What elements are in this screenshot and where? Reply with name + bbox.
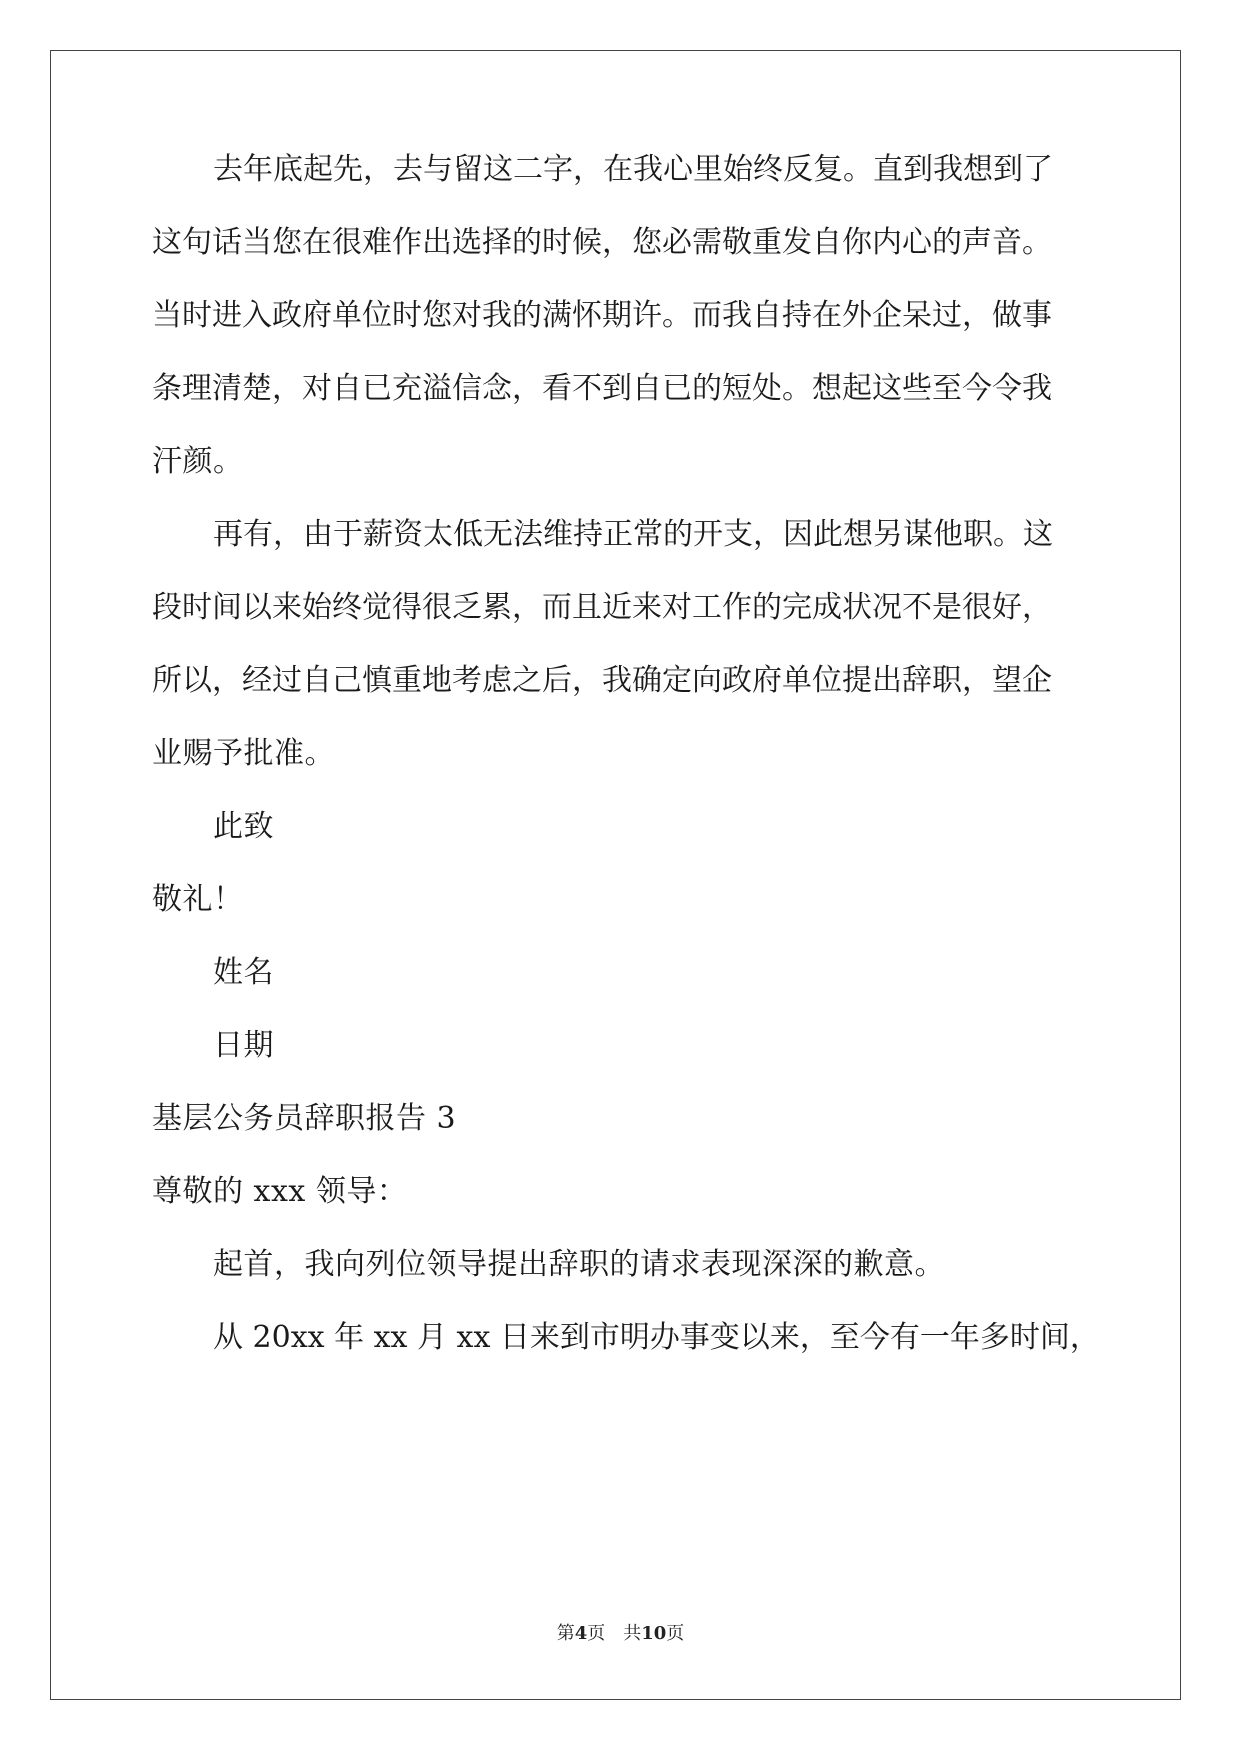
paragraph-2-line-1: 再有，由于薪资太低无法维持正常的开支，因此想另谋他职。这 bbox=[213, 517, 1053, 552]
paragraph-1-line-5: 汗颜。 bbox=[152, 444, 244, 479]
footer-page-prefix: 第 bbox=[556, 1623, 575, 1644]
paragraph-1-line-1: 去年底起先，去与留这二字，在我心里始终反复。直到我想到了 bbox=[213, 152, 1053, 187]
paragraph-2-line-3: 所以，经过自己慎重地考虑之后，我确定向政府单位提出辞职，望企 bbox=[152, 663, 1052, 698]
footer-page-suffix: 页 bbox=[587, 1623, 606, 1644]
paragraph-1-line-3: 当时进入政府单位时您对我的满怀期许。而我自持在外企呆过，做事 bbox=[152, 298, 1052, 333]
closing-salutation: 此致 bbox=[213, 809, 274, 844]
paragraph-4-line-1: 从 20xx 年 xx 月 xx 日来到市明办事变以来，至今有一年多时间， bbox=[213, 1320, 1100, 1355]
paragraph-1-line-4: 条理清楚，对自已充溢信念，看不到自已的短处。想起这些至今令我 bbox=[152, 371, 1052, 406]
paragraph-3: 起首，我向列位领导提出辞职的请求表现深深的歉意。 bbox=[213, 1247, 945, 1282]
footer-total-suffix: 页 bbox=[666, 1623, 685, 1644]
salutation: 尊敬的 xxx 领导： bbox=[152, 1174, 408, 1209]
signature-date: 日期 bbox=[213, 1028, 274, 1063]
footer-total-pages: 10 bbox=[641, 1623, 667, 1644]
paragraph-2-line-4: 业赐予批准。 bbox=[152, 736, 335, 771]
footer-total-prefix: 共 bbox=[623, 1623, 642, 1644]
footer-page-number: 4 bbox=[574, 1623, 588, 1644]
paragraph-1-line-2: 这句话当您在很难作出选择的时候，您必需敬重发自你内心的声音。 bbox=[152, 225, 1052, 260]
signature-name: 姓名 bbox=[213, 955, 274, 990]
closing-regards: 敬礼！ bbox=[152, 882, 244, 917]
page-footer bbox=[0, 1622, 1241, 1646]
section-title: 基层公务员辞职报告 3 bbox=[152, 1101, 457, 1136]
paragraph-2-line-2: 段时间以来始终觉得很乏累，而且近来对工作的完成状况不是很好， bbox=[152, 590, 1052, 625]
